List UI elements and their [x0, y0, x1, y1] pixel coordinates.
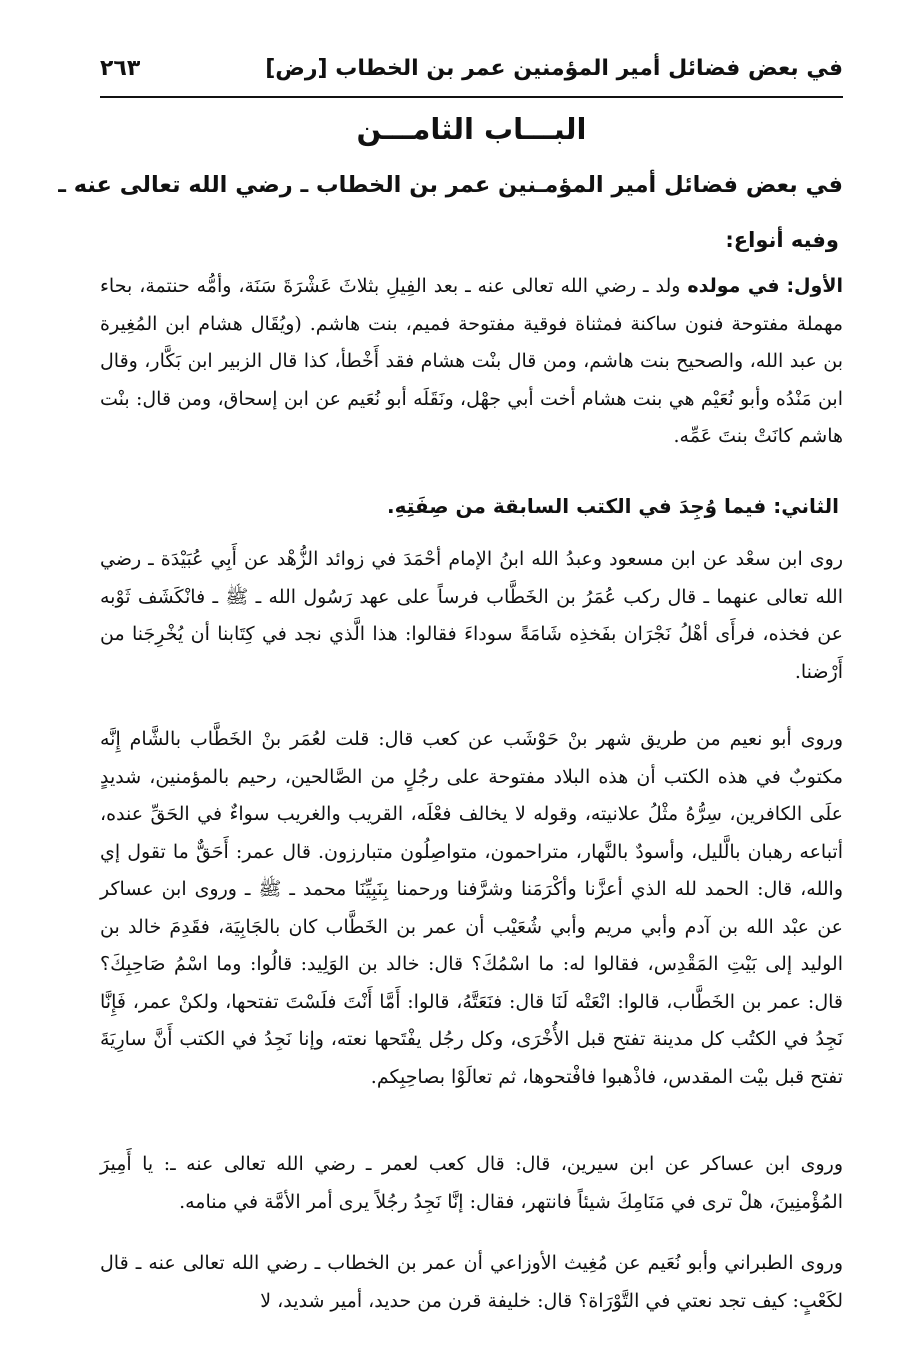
paragraph-3	[100, 1146, 843, 1221]
running-title: في بعض فضائل أمير المؤمنين عمر بن الخطاب [رض]	[265, 56, 843, 81]
section-second-heading: فيما وُجِدَ في الكتب السابقة من صِفَتِهِ.	[386, 494, 767, 518]
section-first	[100, 268, 843, 456]
section-first-label: الأول:	[786, 275, 844, 297]
paragraph-1	[100, 541, 843, 691]
page-number: ٢٦٣	[100, 56, 141, 81]
paragraph-1-text: روى ابن سعْد عن ابن مسعود وعبدُ الله ابنُ الإمام أحْمَدَ في زوائد الزُّهْد عن أَبِي عُبَيْدَة ـ رضي الله تعالى عنهما ـ قال ركب عُمَرُ بن الخَطَّاب فرساً على عهد رَسُول الله ـ ﷺ ـ فانْكَشَف ثَوْبه عن فخذه، فرأَى أهْلُ نَجْرَان بفَخذِه شَامَةً سوداءَ فقالوا: هذا الَّذي نجد في كِتَابنا أن يُخْرِجَنا من أَرْضنا.	[100, 548, 843, 683]
running-header	[100, 48, 843, 98]
chapter-intro: وفيه أنواع:	[725, 228, 839, 252]
section-first-text: ولد ـ رضي الله تعالى عنه ـ بعد الفِيلِ بثلاثَ عَشْرَةَ سَنَة، وأمُّه حنتمة، بحاء مهملة مفتوحة فنون ساكنة فمثناة فوقية مفتوحة فميم، بنت هاشم. (ويُقَال هشام ابن المُغِيرة بن عبد الله، والصحيح بنت هاشم، ومن قال بنْت هشام فقد أَخْطأ، كذا قال الزبير ابن بَكَّار، وقال ابن مَنْدُه وأبو نُعَيْم هي بنت هشام أخت أبي جهْل، ونَقَلَه أبو نُعَيم عن ابن إسحاق، ومن قال: بنْت هاشم كانَتْ بنتَ عَمِّه.	[100, 275, 843, 447]
section-second-heading-line	[100, 494, 839, 518]
paragraph-4-text: وروى الطبراني وأبو نُعَيم عن مُغِيث الأوزاعي أن عمر بن الخطاب ـ رضي الله تعالى عنه ـ قال لكَعْبٍ: كيف تجد نعتي في التَّوْرَاة؟ قال: خليفة قرن من حديد، أمير شديد، لا	[100, 1252, 843, 1312]
paragraph-2	[100, 721, 843, 1096]
paragraph-4	[100, 1245, 843, 1320]
section-second-label: الثاني:	[773, 494, 839, 518]
chapter-subtitle: في بعض فضائل أمير المؤمـنين عمر بن الخطاب ـ رضي الله تعالى عنه ـ	[58, 172, 843, 198]
paragraph-2-text: وروى أبو نعيم من طريق شهر بنْ حَوْشَب عن كعب قال: قلت لعُمَر بنْ الخَطَّاب بالشَّام إِنَّه مكتوبٌ في هذه الكتب أن هذه البلاد مفتوحة على رجُلٍ من الصَّالحين، رحيم بالمؤمنين، شديدٍ علَى الكافرين، سِرُّهُ مثْلُ علانيته، وقوله لا يخالف فعْلَه، القريب والغريب سواءٌ في الحَقِّ عنده، أتباعه رهبان بالَّليل، وأسودٌ بالنَّهار، متراحمون، متواصِلُون متبارزون. قال عمر: أَحَقٌّ ما تقول إي والله، قال: الحمد لله الذي أعزَّنا وأكْرَمَنا وشرَّفنا ورحمنا بِنَبِيِّنَا محمد ـ ﷺ ـ وروى ابن عساكر عن عبْد الله بن آدم وأبي مريم وأبي شُعَيْب أن عمر بن الخَطَّاب كان بالجَابِيَة، فقَدِمَ خالد بن الوليد إلى بَيْتِ المَقْدِس، فقالوا له: ما اسْمُكَ؟ قال: خالد بن الوَلِيد: قالُوا: وما اسْمُ صَاحِبِكَ؟ قال: عمر بن الخَطَّاب، قالوا: انْعَتْه لَنَا قال: فنَعَتَّهُ، قالوا: أَمَّا أَنْتَ فلَسْتَ تفتحها، ولكنْ عمر، فَإِنَّا نَجِدُ في الكتُب كل مدينة تفتح قبل الأُخْرَى، وكل رجُل يفْتَحها نعته، وإنا نَجِدُ في الكتب أَنَّ سارِيَةَ تفتح قبل بيْت المقدس، فاذْهبوا فافْتحوها، ثم تعالَوْا بصاحِبِكم.	[100, 728, 843, 1088]
section-first-heading: في مولده	[687, 275, 780, 297]
section-first-paragraph	[100, 268, 843, 456]
paragraph-3-text: وروى ابن عساكر عن ابن سيرين، قال: قال كعب لعمر ـ رضي الله تعالى عنه ـ: يا أَمِيرَ المُؤْمنِينَ، هلْ ترى في مَنَامِكَ شيئاً فانتهر، فقال: إنَّا نَجِدُ رجُلاً يرى أمر الأمَّة في منامه.	[100, 1153, 843, 1213]
chapter-title: البـــاب الثامـــن	[356, 112, 587, 146]
